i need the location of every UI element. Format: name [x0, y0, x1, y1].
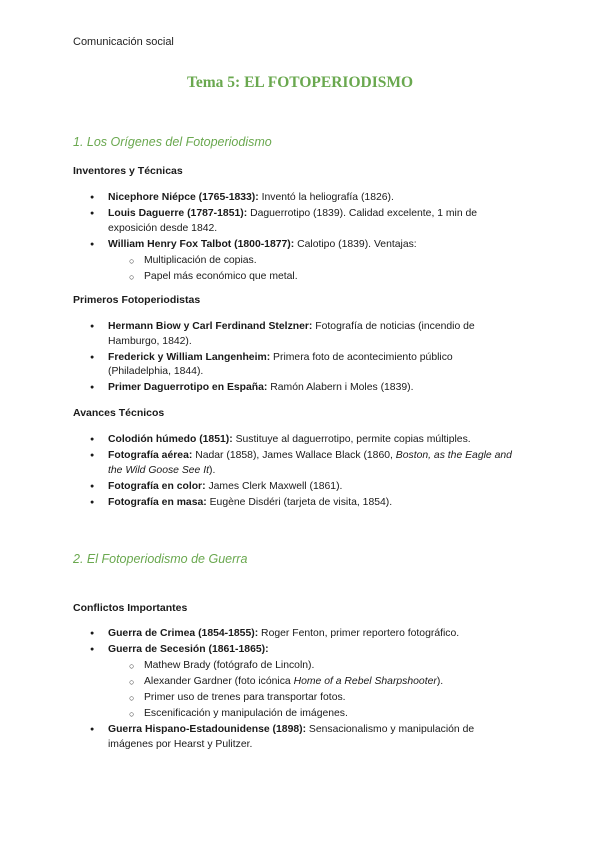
section-heading: 1. Los Orígenes del Fotoperiodismo — [73, 135, 272, 149]
page-title: Tema 5: EL FOTOPERIODISMO — [186, 74, 414, 91]
subsection-heading: Primeros Fotoperiodistas — [73, 294, 201, 306]
subsection-heading: Inventores y Técnicas — [73, 165, 183, 177]
list-item: ● Frederick y William Langenheim: Primera foto de acontecimiento público (Philadelphia, 1844). — [73, 351, 513, 380]
list-item: ● Primer Daguerrotipo en España: Ramón Alabern i Moles (1839). — [73, 381, 513, 396]
bullet-list — [73, 627, 513, 754]
document-header: Comunicación social — [73, 36, 174, 48]
bullet-list — [73, 191, 513, 286]
sub-list-item: ○ Mathew Brady (fotógrafo de Lincoln). — [73, 659, 513, 674]
list-item: ● Fotografía en masa: Eugène Disdéri (tarjeta de visita, 1854). — [73, 496, 513, 511]
list-item: ● Fotografía en color: James Clerk Maxwell (1861). — [73, 480, 513, 495]
sub-list-item: ○ Primer uso de trenes para transportar fotos. — [73, 691, 513, 706]
list-item: ● Nicephore Niépce (1765-1833): Inventó la heliografía (1826). — [73, 191, 513, 206]
list-item: ● Guerra de Crimea (1854-1855): Roger Fenton, primer reportero fotográfico. — [73, 627, 513, 642]
bullet-list — [73, 320, 513, 397]
list-item: ● Guerra Hispano-Estadounidense (1898): Sensacionalismo y manipulación de imágenes por Hearst y Pulitzer. — [73, 723, 513, 752]
list-item: ● Hermann Biow y Carl Ferdinand Stelzner: Fotografía de noticias (incendio de Hamburgo, 1842). — [73, 320, 513, 349]
sub-list-item: ○ Escenificación y manipulación de imágenes. — [73, 707, 513, 722]
subsection-heading: Conflictos Importantes — [73, 602, 188, 614]
sub-list-item: ○ Multiplicación de copias. — [73, 254, 513, 269]
bullet-list — [73, 433, 513, 512]
list-item: ● William Henry Fox Talbot (1800-1877): Calotipo (1839). Ventajas: — [73, 238, 513, 253]
list-item: ● Fotografía aérea: Nadar (1858), James Wallace Black (1860, Boston, as the Eagle and the Wild Goose See It). — [73, 449, 513, 478]
sub-list-item: ○ Alexander Gardner (foto icónica Home of a Rebel Sharpshooter). — [73, 675, 513, 690]
list-item: ● Colodión húmedo (1851): Sustituye al daguerrotipo, permite copias múltiples. — [73, 433, 513, 448]
sub-list-item: ○ Papel más económico que metal. — [73, 270, 513, 285]
list-item: ● Louis Daguerre (1787-1851): Daguerrotipo (1839). Calidad excelente, 1 min de exposición desde 1842. — [73, 207, 513, 236]
list-item: ● Guerra de Secesión (1861-1865): — [73, 643, 513, 658]
section-heading: 2. El Fotoperiodismo de Guerra — [73, 552, 248, 566]
subsection-heading: Avances Técnicos — [73, 407, 165, 419]
